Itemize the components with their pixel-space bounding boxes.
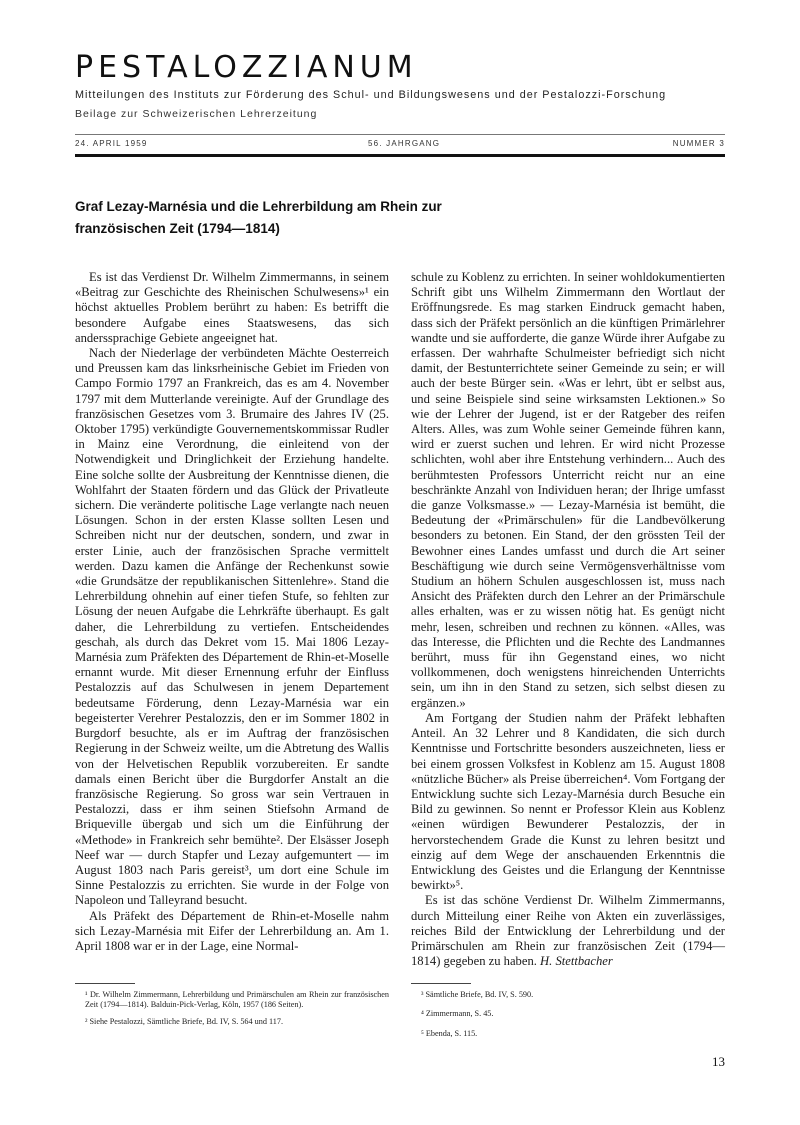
footnote: ⁵ Ebenda, S. 115. — [421, 1028, 478, 1038]
footnote-rule — [75, 983, 135, 984]
paragraph: Es ist das Verdienst Dr. Wilhelm Zimmermanns, in seinem «Beitrag zur Geschichte des Rheinischen Schulwesens»¹ ein höchst aktuelles Problem berührt zu haben: Es betrifft die besondere Aufgabe eines Staatswesens, das sich anderssprachige Gebiete angeeignet hat. — [75, 270, 389, 345]
paragraph: Am Fortgang der Studien nahm der Präfekt lebhaften Anteil. An 32 Lehrer und 8 Kandidaten, die sich durch Kenntnisse und Fortschritte besonders auszeichneten, liess er bei einem grossen Volksfest in Koblenz am 15. August 1808 «nützliche Bücher» als Preise überreichen⁴. Vom Fortgang der Entwicklung suchte sich Lezay-Marnésia durch Besuche ein Bild zu gewinnen. So nennt er Professor Klein aus Koblenz «einen würdigen Bewunderer Pestalozzis, der in hervorstechendem Grade die Kunst zu lehren besitzt und einzig auf dem Wege der anschauenden Erkenntnis die Entwicklung des Geistes und die Erlangung der Kenntnisse bewirkt»⁵. — [411, 710, 725, 893]
publication-title: PESTALOZZIANUM — [75, 50, 418, 85]
footnote: ⁴ Zimmermann, S. 45. — [421, 1009, 494, 1019]
issue-volume: 56. JAHRGANG — [368, 139, 441, 148]
paragraph: schule zu Koblenz zu errichten. In seiner wohldokumentierten Schrift gibt uns Wilhelm Zimmermann den Wortlaut der Eröffnungsrede. Es mag starken Eindruck gemacht haben, dass sich der Präfekt persönlich an die künftigen Primärlehrer wandte und sie aufforderte, die ganze Würde ihrer Aufgabe zu erfassen. Der wahrhafte Schulmeister befriedigt sich nicht damit, der Bestunterrichtete seiner Gemeinde zu sein; er will auch der beste Bürger sein. «Was er lehrt, übt er selbst aus, und seine Beispiele sind seine wirksamsten Lektionen.» So wie der Lehrer der Jugend, ist er der Ratgeber des reifen Alters. Alles, was zum Wohle seiner Gemeinde führen kann, wird er zuerst suchen und lehren. Er wird nicht Prozesse schlichten, wohl aber ihre Entstehung verhindern... Auch des berühmtesten Professors Unterricht reicht nur an eine beschränkte Anzahl von Individuen heran; der Ihrige umfasst die ganze Volksmasse.» — Lezay-Marnésia ist bemüht, die Bedeutung der «Primärschulen» für die Landbevölkerung besonders zu betonen. Ein Stand, der den grössten Teil der Bewohner eines Landes umfasst und durch die Art seiner Beschäftigung wie durch seine Vermögensverhältnisse vom Studium an höhern Schulen ausgeschlossen ist, muss nach Ansicht des Präfekten durch den Lehrer an der Primärschule alles erhalten, was er zu wissen nötig hat. Es genügt nicht mehr, lesen, schreiben und rechnen zu können. «Alles, was das Interesse, die Pflichten und die Rechte des Landmannes berührt, muss für ihn Gegenstand eines, wo nicht vollkommenen, doch wenigstens hinreichenden Unterrichts sein, um ihn in den Stand zu setzen, sich selbst diesen zu ergänzen.» — [411, 270, 725, 710]
footnote: ³ Sämtliche Briefe, Bd. IV, S. 590. — [421, 990, 534, 999]
paragraph-text: Es ist das schöne Verdienst Dr. Wilhelm Zimmermanns, durch Mitteilung einer Reihe von Akten ein zuverlässiges, reiches Bild der Entwicklung der Lehrerbildung und der Primärschulen am Rhein zur französischen Zeit (1794—1814) gegeben zu haben. — [411, 893, 725, 969]
publication-supplement: Beilage zur Schweizerischen Lehrerzeitung — [75, 108, 318, 120]
paragraph — [411, 893, 725, 969]
article-column-left — [75, 270, 389, 954]
footnotes-left — [75, 990, 389, 1033]
issue-date: 24. APRIL 1959 — [75, 139, 148, 148]
paragraph: Nach der Niederlage der verbündeten Mächte Oesterreich und Preussen kam das linksrheinische Gebiet im Frieden von Campo Formio 1797 an Frankreich, das es am 4. November 1797 mit dem Mutterlande vereinigte. Auf der Grundlage des französischen Gesetzes vom 3. Brumaire des Jahres IV (25. Oktober 1795) verkündigte Gouvernementskommissar Rudler in Mainz eine Verordnung, die einleitend von der Notwendigkeit und Dringlichkeit der Erziehung handelte. Eine solche sollte der Ausbreitung der Kenntnisse dienen, die Wohlfahrt der Staaten fördern und das Glück der Privatleute sichern. Die veränderte politische Lage verlangte nach neuen Lösungen. Schon in der ersten Klasse sollten Lesen und Schreiben nicht nur der deutschen, sondern, und zwar in erster Linie, auch der französischen Sprache vermittelt werden. Dazu kamen die Anfänge der Rechenkunst sowie «die Grundsätze der republikanischen Sittenlehre». Stand die Lehrerbildung ohnehin auf einer tiefen Stufe, so fehlten zur Lösung der neuen Aufgabe die Lehrkräfte überhaupt. Es galt daher, die Lehrerbildung zu vertiefen. Entscheidendes geschah, als durch das Dekret vom 15. Mai 1806 Lezay-Marnésia zum Präfekten des Département de Rhin-et-Moselle ernannt wurde. Mit dieser Ernennung erfuhr der Einfluss Pestalozzis auf das Schulwesen in jenem Departement bedeutsame Förderung, denn Lezay-Marnésia war ein begeisterter Verehrer Pestalozzis, den er im Sommer 1802 in Burgdorf besuchte, als er im Auftrag der französischen Regierung in der Schweiz weilte, um die Abtretung des Wallis von der Helvetischen Republik vorzubereiten. Er sandte damals einen Bericht über die Burgdorfer Anstalt an die französische Regierung. So gross war sein Vertrauen in Pestalozzi, dass er ihm seinen Stiefsohn Armand de Briqueville übergab und sich um die Einführung der «Methode» in Frankreich sehr bemühte². Der Elsässer Joseph Neef war — durch Stapfer und Lezay aufgemuntert — im August 1803 nach Paris gereist³, um dort eine Schule im Sinne Pestalozzis zu errichten. Sie wurde in der Folge von Napoleon und Talleyrand besucht. — [75, 346, 389, 908]
publication-subtitle: Mitteilungen des Instituts zur Förderung des Schul- und Bildungswesens und der Pestalozzi-Forschung — [75, 89, 667, 101]
footnotes-right — [411, 990, 725, 1048]
dateline-rule — [75, 134, 725, 135]
author-signature: H. Stettbacher — [540, 954, 613, 969]
paragraph: Als Präfekt des Département de Rhin-et-Moselle nahm sich Lezay-Marnésia mit Eifer der Lehrerbildung an. Am 1. April 1808 war er in der Lage, eine Normal- — [75, 908, 389, 953]
article-column-right — [411, 270, 725, 969]
footnote: ² Siehe Pestalozzi, Sämtliche Briefe, Bd. IV, S. 564 und 117. — [85, 1016, 284, 1026]
dateline — [75, 139, 725, 155]
page-number: 13 — [712, 1054, 725, 1069]
article-title: Graf Lezay-Marnésia und die Lehrerbildung am Rhein zur französischen Zeit (1794—1814) — [75, 199, 442, 236]
issue-number: NUMMER 3 — [672, 139, 725, 148]
footnote-rule — [411, 983, 471, 984]
footnote: ¹ Dr. Wilhelm Zimmermann, Lehrerbildung und Primärschulen am Rhein zur französischen Zeit (1794—1814). Balduin-Pick-Verlag, Köln, 1957 (186 Seiten). — [85, 990, 389, 1010]
masthead — [75, 52, 725, 120]
header-divider — [75, 154, 725, 157]
